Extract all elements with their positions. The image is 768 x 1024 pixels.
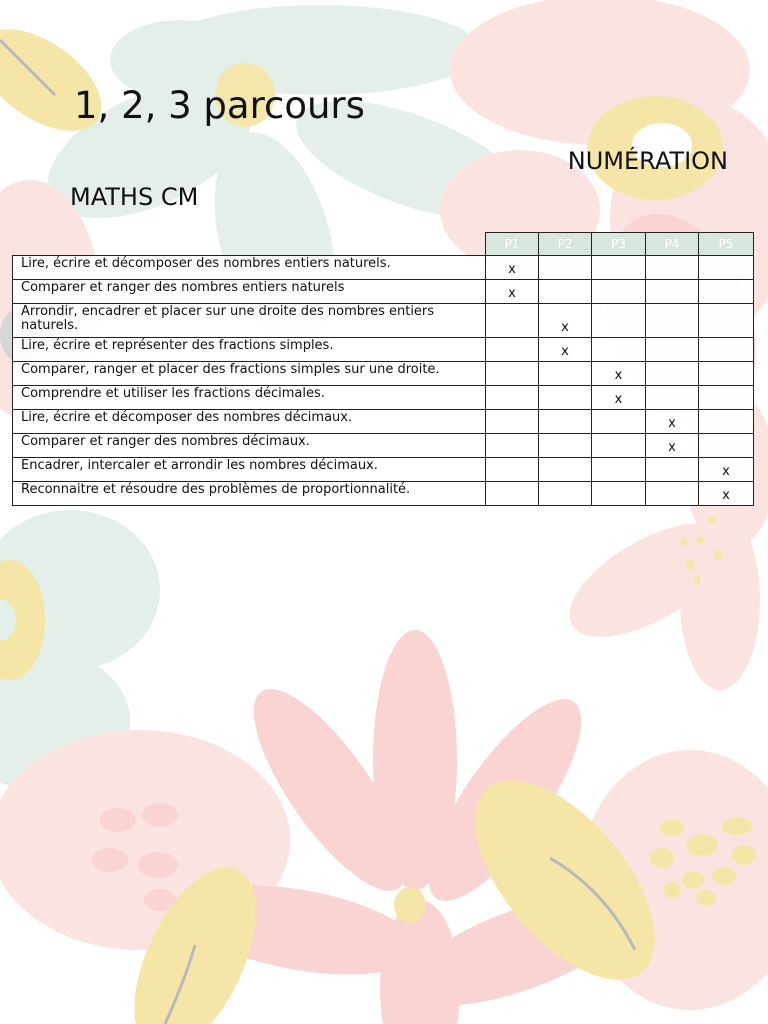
- mark-cell: [699, 386, 754, 410]
- table-row: [13, 386, 754, 410]
- skill-cell: Lire, écrire et représenter des fractions simples.: [13, 338, 486, 362]
- skill-cell: Reconnaitre et résoudre des problèmes de proportionnalité.: [13, 482, 486, 506]
- mark-cell: x: [646, 410, 699, 434]
- table-row: [13, 362, 754, 386]
- mark-cell: [646, 482, 699, 506]
- table-row: [13, 434, 754, 458]
- skills-table: [12, 232, 754, 506]
- period-header-p5: P5: [699, 233, 754, 256]
- mark-cell: [486, 410, 539, 434]
- mark-cell: [486, 482, 539, 506]
- header-empty-cell: [13, 233, 486, 256]
- mark-cell: [592, 304, 646, 338]
- mark-cell: [539, 256, 592, 280]
- table-row: [13, 280, 754, 304]
- table-row: [13, 304, 754, 338]
- mark-cell: [646, 338, 699, 362]
- mark-cell: [699, 256, 754, 280]
- mark-cell: x: [699, 458, 754, 482]
- mark-cell: [539, 386, 592, 410]
- mark-cell: [539, 280, 592, 304]
- table-header-row: [13, 233, 754, 256]
- mark-cell: [539, 434, 592, 458]
- table-row: [13, 458, 754, 482]
- table-row: [13, 410, 754, 434]
- mark-cell: [699, 410, 754, 434]
- period-header-p1: P1: [486, 233, 539, 256]
- mark-cell: [699, 280, 754, 304]
- mark-cell: x: [486, 280, 539, 304]
- subject-heading: NUMÉRATION: [567, 147, 728, 175]
- mark-cell: [646, 458, 699, 482]
- table-row: [13, 256, 754, 280]
- mark-cell: [592, 280, 646, 304]
- mark-cell: x: [646, 434, 699, 458]
- skill-cell: Comparer et ranger des nombres entiers naturels: [13, 280, 486, 304]
- mark-cell: [592, 482, 646, 506]
- period-header-p3: P3: [592, 233, 646, 256]
- mark-cell: x: [539, 304, 592, 338]
- mark-cell: [646, 304, 699, 338]
- skill-cell: Encadrer, intercaler et arrondir les nombres décimaux.: [13, 458, 486, 482]
- skill-cell: Comparer et ranger des nombres décimaux.: [13, 434, 486, 458]
- skill-cell: Lire, écrire et décomposer des nombres entiers naturels.: [13, 256, 486, 280]
- mark-cell: [486, 338, 539, 362]
- mark-cell: [539, 410, 592, 434]
- page-title: 1, 2, 3 parcours: [74, 84, 365, 127]
- period-header-p4: P4: [646, 233, 699, 256]
- mark-cell: [699, 362, 754, 386]
- mark-cell: x: [699, 482, 754, 506]
- mark-cell: [646, 256, 699, 280]
- mark-cell: [646, 362, 699, 386]
- mark-cell: [486, 362, 539, 386]
- mark-cell: [592, 410, 646, 434]
- mark-cell: [539, 458, 592, 482]
- mark-cell: x: [592, 362, 646, 386]
- skill-cell: Comparer, ranger et placer des fractions simples sur une droite.: [13, 362, 486, 386]
- mark-cell: [486, 304, 539, 338]
- mark-cell: [699, 434, 754, 458]
- mark-cell: [592, 338, 646, 362]
- mark-cell: x: [539, 338, 592, 362]
- mark-cell: [646, 280, 699, 304]
- mark-cell: [592, 256, 646, 280]
- mark-cell: [699, 338, 754, 362]
- table-row: [13, 482, 754, 506]
- mark-cell: [699, 304, 754, 338]
- skill-cell: Arrondir, encadrer et placer sur une droite des nombres entiers naturels.: [13, 304, 486, 338]
- mark-cell: [539, 482, 592, 506]
- skill-cell: Lire, écrire et décomposer des nombres décimaux.: [13, 410, 486, 434]
- mark-cell: [486, 434, 539, 458]
- mark-cell: [592, 434, 646, 458]
- period-header-p2: P2: [539, 233, 592, 256]
- level-heading: MATHS CM: [70, 183, 199, 211]
- mark-cell: x: [486, 256, 539, 280]
- mark-cell: [539, 362, 592, 386]
- skill-cell: Comprendre et utiliser les fractions décimales.: [13, 386, 486, 410]
- mark-cell: x: [592, 386, 646, 410]
- table-row: [13, 338, 754, 362]
- mark-cell: [486, 386, 539, 410]
- mark-cell: [486, 458, 539, 482]
- mark-cell: [592, 458, 646, 482]
- mark-cell: [646, 386, 699, 410]
